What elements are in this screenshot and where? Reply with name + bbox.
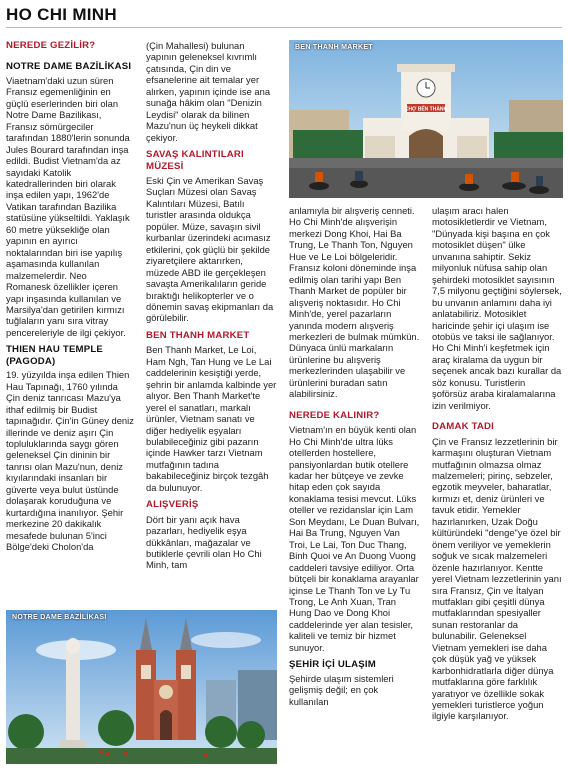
notre-dame-text: Viaetnam'daki uzun süren Fransız egemenliğinin en güçlü eserlerinden biri olan Notre Dame Bazilikası, Fransız sömürgeciler tarafından 1880'lerin sonunda Jules Bourard tarafından inşa edildi. Budist Vietnam'da az sayıdaki Katolik katedrallerinden biri olarak inşa edilen yapı, 1962'de Vatikan tarafından Bazilika statüsüne yükseltildi. Yaklaşık 60 metre yüksekliğe olan yapının en ayırıcı noktalarından biri ise yapılış aşamasında kullanılan malzemelerdir. Neo Romanesk özellikler içeren yapı inşasında kullanılan ve Marsilya'dan getirilen kırmızı tuğlaların yanı sıra vitray pencereleriyle de ilgi çekiyor.	[6, 74, 130, 338]
shopping-heading: ALIŞVERİŞ	[146, 499, 199, 511]
shopping-continued-text: anlamıyla bir alışveriş cenneti. Ho Chi Minh'de alışverişin merkezi Dong Khoi, Hai Ba Trung, Le Thanh Ton, Nguyen Hue ve Le Loi bölgeleridir. Fransız koloni döneminde inşa edilmiş olan tarihi yapı Ben Thanh Market de popüler bir alışveriş noktasıdır. Ho Chi Minh'de, yerel pazarların yanında modern alışveriş merkezleri de bulmak mümkün. Dünyaca ünlü markaların ürünlerine bu alışveriş merkezlerinden ulaşabilir ve ürünlerini buradan satın alabilirsiniz.	[289, 205, 420, 400]
notre-dame-illustration	[6, 610, 277, 764]
transport-text: Şehirde ulaşım sistemleri gelişmiş değil; en çok kullanılan	[289, 672, 394, 707]
transport-heading: ŞEHİR İÇİ ULAŞIM	[289, 659, 376, 671]
food-heading: DAMAK TADI	[432, 421, 495, 433]
transport-continued-text: ulaşım aracı halen motosikletlerdir ve Vietnam, "Dünyada kişi başına en çok motosiklet düşen" ülke unvanına sahiptir. Sekiz milyonluk nüfusa sahip olan şehirdeki motosiklet sayısının 7,5 milyonu geçtiğini söylersek, bu unvanın anlamını daha iyi anlatabiliriz. Motosiklet haricinde şehir içi ulaşım ise otobüs ve taksi ile sağlanıyor. Ho Chi Minh'i keşfetmek için araç kiralama da uygun bir seçenek ancak bazı kurallar da söz konusu. Turistlerin şoförsüz araba kiralamalarına izin verilmiyor.	[432, 205, 562, 411]
page-title: HO CHI MINH	[6, 5, 117, 24]
column-4	[432, 205, 563, 728]
ben-thanh-illustration	[289, 40, 563, 198]
title-rule	[6, 27, 562, 28]
food-text: Çin ve Fransız lezzetlerinin bir karmaşını oluşturan Vietnam mutfağının olmazsa olmaz malzemeleri; pirinç, sebzeler, egzotik meyveler, baharatlar, kırmızı et, deniz ürünleri ve tavuk etidir. Yemekler hazırlanırken, Uzak Doğu kültüründeki "denge"ye özel bir önem veriliyor ve yemeklerin soğuk ve sıcak malzemeleri özenle hazırlanıyor. Kentte yerel Vietnam lezzetlerinin yanı sıra Fransız, Çin ve İtalyan mutfakları gibi çeşitli dünya mutfaklarından spesiyaller sunan restoranlar da bulunabilir. Geleneksel Vietnam yemekleri ise daha çok düşük yağ ve yüksek karbonhidratlarla diğer dünya mutfaklarına göre farklılık yaratıyor ve özellikle sokak yemekleri turistlerce yoğun ilgiyle karşılanıyor.	[432, 435, 562, 722]
column-2	[146, 40, 277, 577]
ben-thanh-text: Ben Thanh Market, Le Loi, Ham Ngh, Tan Hung ve Le Lai caddelerinin kesiştiği yerde, şehrin bir anlamda kalbinde yer alıyor. Ben Thanh Market'te yerel el sanatları, markalı ürünler, Vietnam sanatı ve diğer hediyelik eşyaları bulabileceğiniz gibi pazarın içinde Hawker tarzı Vietnam mutfağının tadına bakabileceğiniz birçok tezgâh da bulunuyor.	[146, 344, 277, 493]
notre-dame-heading: NOTRE DAME BAZİLİKASI	[6, 61, 132, 73]
war-museum-heading: SAVAŞ KALINTILARI MÜZESİ	[146, 149, 244, 172]
notre-dame-photo	[6, 610, 277, 764]
market-sign-text: CHỢ BẾN THÀNH	[404, 106, 448, 113]
notre-dame-caption: NOTRE DAME BAZİLİKASI	[12, 614, 107, 621]
ben-thanh-heading: BEN THANH MARKET	[146, 329, 250, 341]
stay-text: Vietnam'ın en büyük kenti olan Ho Chi Minh'de ultra lüks otellerden hostellere, pansiyonlardan butik otellere kadar her bütçeye ve zevke hitap eden çok sayıda konaklama tesisi mevcut. Lüks oteller ve rezidanslar için Lam Son Meydanı, Le Duan Bulvarı, Hai Ba Trung, Nguyen Van Troi, Le Lai, Ton Duc Thang, Binh Quoi ve An Duong Vuong caddeleri tavsiye ediliyor. Orta bütçeli bir konaklama arayanlar içinse Le Thanh Ton ve Ly Tu Trong, Le Anh Xuan, Tran Hung Dao ve Dong Khoi caddelerinde yer alan tesisler, kaliteli ve temiz bir hizmet sunuyor.	[289, 424, 420, 653]
section-heading-nerede: NEREDE GEZİLİR?	[6, 40, 96, 51]
ben-thanh-caption: BEN THANH MARKET	[295, 44, 373, 51]
war-museum-text: Eski Çin ve Amerikan Savaş Suçları Müzesi olan Savaş Kalıntıları Müzesi, Batılı turistler arasında oldukça popüler. Müze, savaşın sivil kurbanlar üzerindeki acımasız etkilerini, çok güçlü bir şekilde ziyaretçilere aktarırken, müzede ABD ile gerçekleşen savaşta Amerikalıların geride bıraktığı helikopterler ve o dönemin savaş ekipmanları da görülebilir.	[146, 174, 274, 324]
thien-hau-continued-text: (Çin Mahallesi) bulunan yapının geleneksel kıvrımlı çatısında, Çin din ve efsanelerine ait temalar yer alırken, yapının içinde ise ana sunağa hâkim olan "Denizin Leydisi" olarak da bilinen Mazu'nun üç heykeli dikkat çekiyor.	[146, 40, 271, 143]
ben-thanh-photo	[289, 40, 563, 198]
thien-hau-heading: THIEN HAU TEMPLE (PAGODA)	[6, 344, 104, 367]
column-1	[6, 40, 134, 558]
column-3	[289, 205, 420, 713]
shopping-text: Dört bir yanı açık hava pazarları, hediyelik eşya dükkânları, mağazalar ve butiklerle çevrili olan Ho Chi Minh, tam	[146, 513, 262, 571]
stay-heading: NEREDE KALINIR?	[289, 409, 380, 421]
thien-hau-text: 19. yüzyılda inşa edilen Thien Hau Tapınağı, 1760 yılında Çin deniz tanrıcası Mazu'ya ithaf edilmiş bir Budist tapınağıdır. Çin'in Güney deniz illerinde ve deniz aşırı Çin topluluklarında saygı gören geleneksel Çin dininin bir tanrısı olan Mazu'nun, deniz kıyılarındaki insanları bir güverte veya bulut üstünde dolaşarak koruduğuna ve kurtardığına inanılıyor. Şehir merkezine 20 dakikalık mesafede bulunan 5'inci Bölge'deki Cholon'da	[6, 369, 134, 553]
